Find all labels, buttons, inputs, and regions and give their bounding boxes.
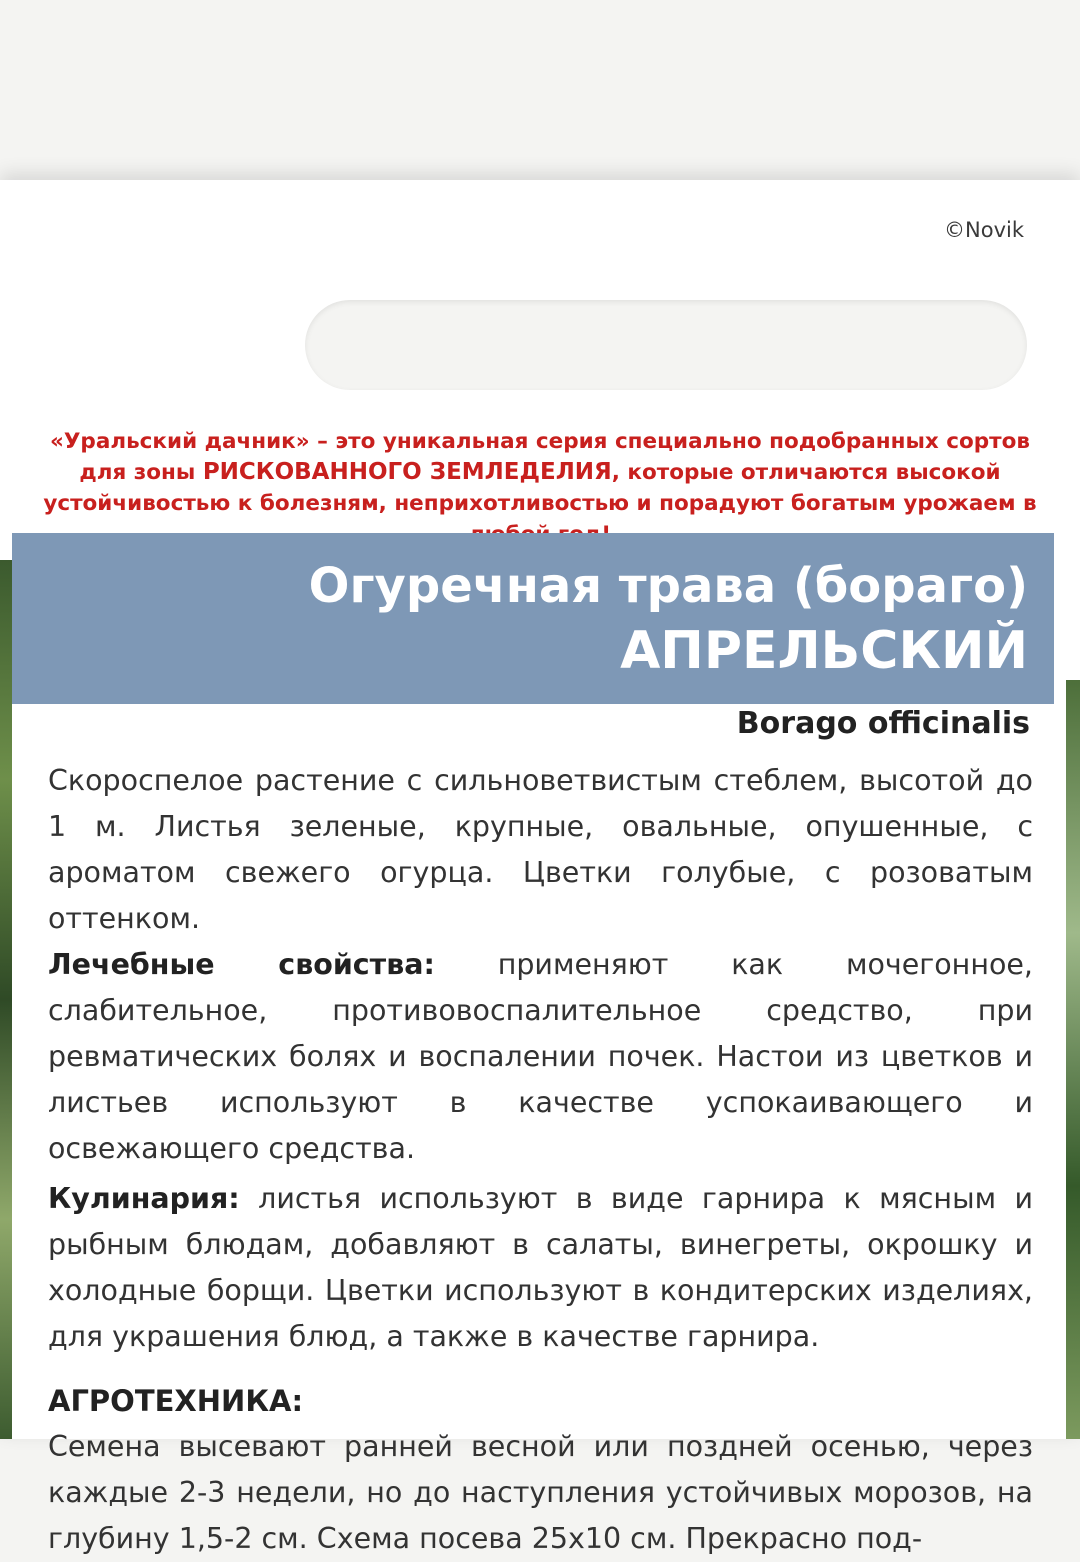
- title-band: [12, 533, 1054, 704]
- plant-photo-edge-left: [0, 560, 12, 1439]
- product-title: Огуречная трава (бораго): [308, 558, 1028, 614]
- tagline-part2: , которые отличаются высокой устойчивостью к болезням, неприхотливостью и порадуют богатым урожаем в: [43, 460, 1037, 516]
- copyright-text: ©Novik: [944, 218, 1024, 242]
- tagline-caps: РИСКОВАННОГО ЗЕМЛЕДЕЛИЯ: [202, 459, 612, 485]
- agro-paragraph: Семена высевают ранней весной или поздней осенью, через каждые 2-3 недели, но до наступления устойчивых морозов, на глубину 1,5-2 см. Схема посева 25х10 см. Прекрасно под-: [48, 1430, 1033, 1555]
- culinary-paragraph: [48, 1176, 1033, 1360]
- latin-name: Borago officinalis: [736, 706, 1030, 741]
- product-description: [48, 758, 1033, 1562]
- medicinal-paragraph: [48, 942, 1033, 1172]
- culinary-text: листья используют в виде гарнира к мясным и рыбным блюдам, добавляют в салаты, винегреты, окрошку и холодные борщи. Цветки используют в кондитерских изделиях, для украшения блюд, а также в качестве гарнира.: [48, 1182, 1033, 1353]
- series-tagline: [40, 426, 1040, 550]
- tagline-part1: «Уральский дачник» – это уникальная серия специально подобранных сортов для зоны: [49, 429, 1031, 485]
- culinary-label: Кулинария:: [48, 1182, 240, 1215]
- plant-photo-edge-right: [1066, 680, 1080, 1439]
- medicinal-label: Лечебные свойства:: [48, 948, 435, 981]
- medicinal-text: применяют как мочегонное, слабительное, противовоспалительное средство, при ревматических болях и воспалении почек. Настои из цветков и листьев используют в качестве успокаивающего и освежающего средства.: [48, 948, 1033, 1165]
- hang-hole: [305, 300, 1027, 390]
- agro-heading: АГРОТЕХНИКА:: [48, 1384, 304, 1418]
- description-paragraph: Скороспелое растение с сильноветвистым стеблем, высотой до 1 м. Листья зеленые, крупные, овальные, опушенные, с ароматом свежего огурца. Цветки голубые, с розоватым оттенком.: [48, 764, 1033, 935]
- variety-name: АПРЕЛЬСКИЙ: [620, 621, 1028, 681]
